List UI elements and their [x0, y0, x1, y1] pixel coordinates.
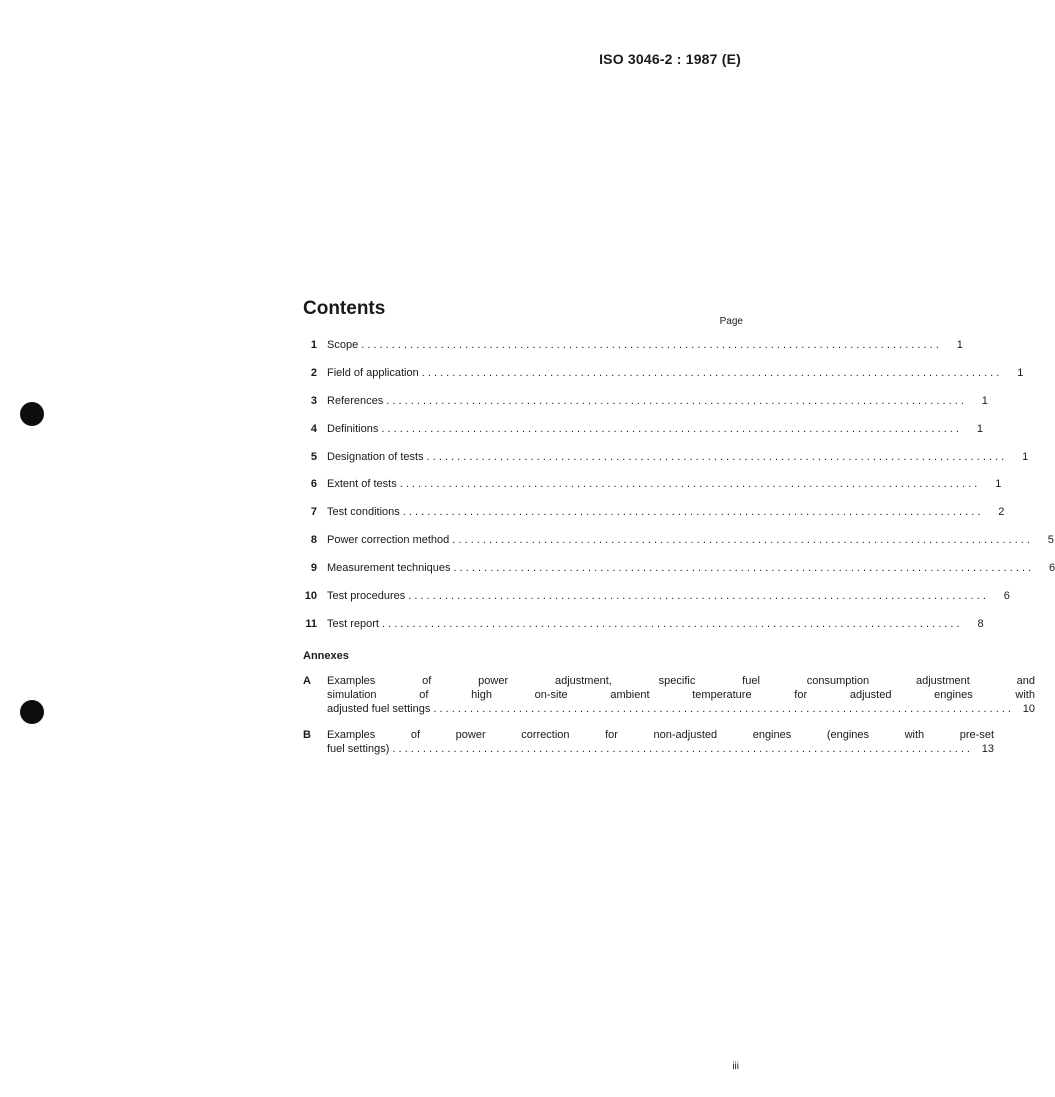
entry-number: 1 — [310, 339, 317, 351]
toc-entry-9[interactable] — [303, 562, 1055, 590]
entry-title: Designation of tests — [327, 450, 424, 463]
document-reference: ISO 3046-2 : 1987 (E) — [599, 51, 741, 67]
annex-letter: B — [303, 728, 311, 741]
toc-entry-8[interactable] — [303, 534, 1054, 562]
entry-title: Power correction method — [327, 534, 450, 547]
entry-page: 6 — [1003, 590, 1010, 603]
entry-title: Field of application — [327, 366, 419, 379]
entry-title: Extent of tests — [327, 478, 397, 491]
entry-number: 11 — [305, 617, 317, 630]
entry-title: Definitions — [327, 422, 379, 435]
annex-last-line — [327, 742, 994, 756]
dot-leader — [408, 590, 986, 602]
toc-entry-4[interactable] — [303, 422, 983, 451]
toc-entry-7[interactable] — [303, 506, 1005, 534]
annex-line: Examples of power correction for non-adjusted engines (engines with pre-set — [327, 728, 994, 741]
toc-entry-1[interactable] — [303, 339, 963, 367]
entry-page: 1 — [1022, 450, 1029, 463]
annexes-heading: Annexes — [303, 649, 349, 662]
entry-title: Test procedures — [327, 590, 406, 603]
toc-entry-5[interactable] — [303, 450, 1029, 479]
entry-number: 10 — [304, 590, 317, 603]
entry-number: 5 — [310, 450, 317, 463]
dot-leader — [400, 478, 978, 490]
annex-title-end: fuel settings) — [327, 742, 390, 755]
dot-leader — [381, 423, 959, 435]
toc-entry-11[interactable] — [303, 617, 984, 646]
toc-entry-10[interactable] — [303, 590, 1010, 618]
toc-entry-3[interactable] — [303, 394, 988, 423]
entry-page: 5 — [1047, 534, 1054, 547]
dot-leader — [392, 742, 970, 756]
dot-leader — [403, 506, 981, 518]
entry-title: Measurement techniques — [327, 562, 451, 575]
annex-line: simulation of high on-site ambient temperature for adjusted engines with — [327, 688, 1035, 701]
binder-hole-bottom — [20, 700, 44, 724]
annex-page: 10 — [1022, 702, 1035, 715]
annex-entry-b[interactable] — [303, 728, 994, 756]
entry-page: 2 — [998, 506, 1005, 519]
entry-number: 3 — [310, 394, 317, 407]
dot-leader — [382, 618, 960, 630]
annex-last-line — [327, 702, 1035, 716]
annex-line: Examples of power adjustment, specific fuel consumption adjustment and — [327, 674, 1035, 687]
entry-number: 2 — [310, 366, 317, 379]
entry-number: 6 — [310, 478, 317, 491]
entry-page: 1 — [956, 339, 963, 351]
entry-page: 1 — [1017, 366, 1024, 379]
entry-number: 9 — [310, 562, 317, 575]
annex-entry-a[interactable] — [303, 674, 1035, 716]
dot-leader — [454, 562, 1032, 574]
dot-leader — [427, 451, 1005, 463]
annex-page: 13 — [981, 742, 994, 755]
entry-page: 8 — [977, 617, 984, 630]
annex-body — [327, 728, 994, 756]
entry-page: 1 — [995, 478, 1002, 491]
entry-title: Test conditions — [327, 506, 400, 519]
table-of-contents — [303, 298, 1055, 768]
entry-title: Test report — [327, 617, 379, 630]
dot-leader — [361, 339, 939, 351]
toc-entry-6[interactable] — [303, 478, 1002, 506]
annex-title-end: adjusted fuel settings — [327, 702, 431, 715]
entry-page: 6 — [1049, 562, 1055, 575]
dot-leader — [452, 534, 1030, 546]
dot-leader — [422, 367, 1000, 379]
binder-hole-top — [20, 402, 44, 426]
entry-page: 1 — [981, 394, 988, 407]
dot-leader — [433, 702, 1011, 716]
entry-title: References — [327, 394, 384, 407]
entry-number: 4 — [310, 422, 317, 435]
annex-body — [327, 674, 1035, 716]
page-number: iii — [732, 1061, 739, 1072]
entry-title: Scope — [327, 339, 359, 351]
page-column-label: Page — [719, 316, 743, 327]
annex-letter: A — [303, 674, 311, 687]
dot-leader — [386, 395, 964, 407]
toc-entry-2[interactable] — [303, 366, 1024, 395]
entry-number: 7 — [310, 506, 317, 519]
contents-entries — [303, 339, 1055, 646]
entry-number: 8 — [310, 534, 317, 547]
contents-title: Contents — [303, 298, 386, 319]
entry-page: 1 — [976, 422, 983, 435]
